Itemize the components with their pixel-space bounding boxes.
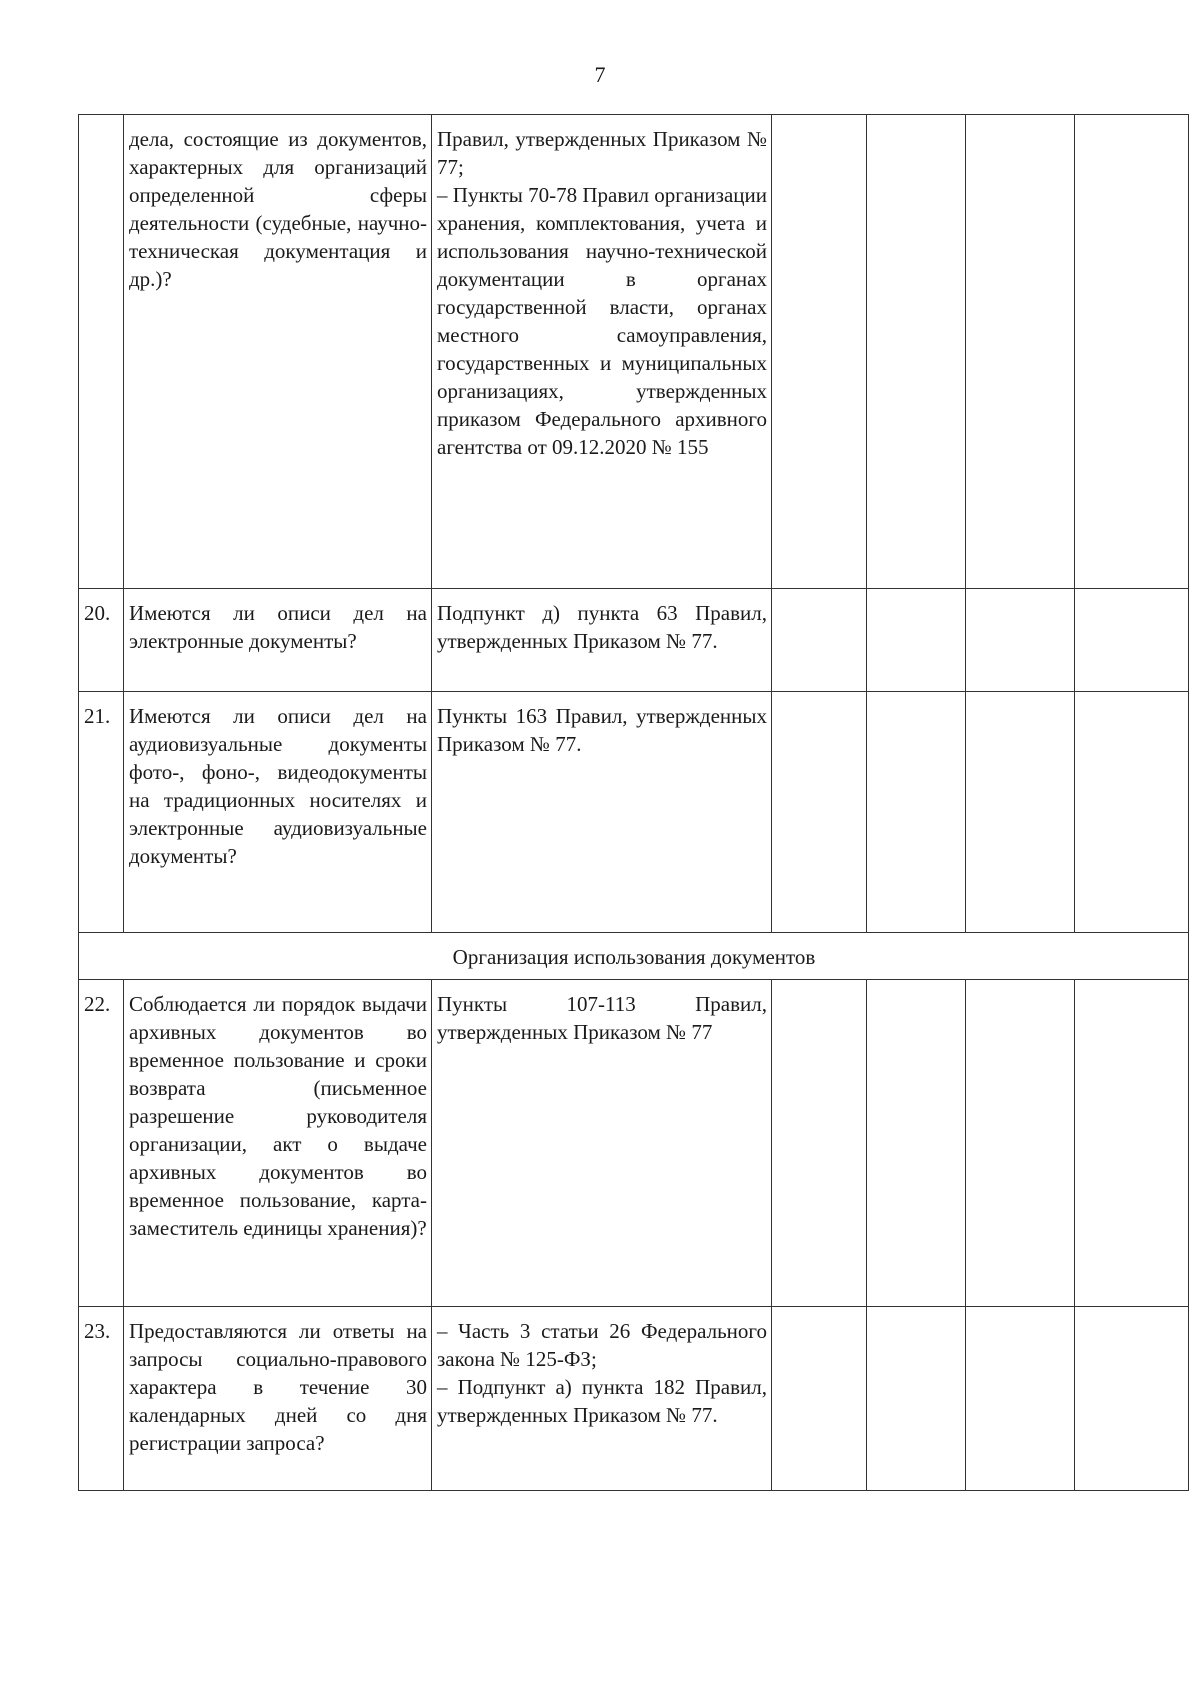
checklist-table [78, 114, 1189, 1491]
table-row [79, 692, 1189, 933]
empty-cell [966, 115, 1075, 589]
page-number: 7 [594, 62, 606, 87]
section-title: Организация использования документов [79, 933, 1189, 980]
reference-cell: Пункты 107-113 Правил, утвержденных Приказом № 77 [432, 980, 772, 1307]
empty-cell [1075, 589, 1189, 692]
reference-cell: Правил, утвержденных Приказом № 77; – Пункты 70-78 Правил организации хранения, комплектования, учета и использования научно-технической документации в органах государственной власти, органах местного самоуправления, государственных и муниципальных организациях, утвержденных приказом Федерального архивного агентства от 09.12.2020 № 155 [432, 115, 772, 589]
empty-cell [772, 692, 867, 933]
empty-cell [966, 980, 1075, 1307]
empty-cell [772, 1307, 867, 1491]
empty-cell [772, 115, 867, 589]
empty-cell [966, 692, 1075, 933]
empty-cell [1075, 1307, 1189, 1491]
row-number: 22. [79, 980, 124, 1307]
empty-cell [1075, 692, 1189, 933]
row-number: 20. [79, 589, 124, 692]
reference-cell: – Часть 3 статьи 26 Федерального закона № 125-ФЗ; – Подпункт а) пункта 182 Правил, утвержденных Приказом № 77. [432, 1307, 772, 1491]
table-row [79, 589, 1189, 692]
empty-cell [966, 589, 1075, 692]
row-number: 23. [79, 1307, 124, 1491]
question-cell: Предоставляются ли ответы на запросы социально-правового характера в течение 30 календарных дней со дня регистрации запроса? [124, 1307, 432, 1491]
empty-cell [772, 980, 867, 1307]
reference-cell: Пункты 163 Правил, утвержденных Приказом № 77. [432, 692, 772, 933]
empty-cell [867, 1307, 966, 1491]
table-row [79, 1307, 1189, 1491]
reference-cell: Подпункт д) пункта 63 Правил, утвержденных Приказом № 77. [432, 589, 772, 692]
empty-cell [867, 115, 966, 589]
empty-cell [1075, 980, 1189, 1307]
table-row [79, 115, 1189, 589]
empty-cell [1075, 115, 1189, 589]
empty-cell [867, 589, 966, 692]
empty-cell [772, 589, 867, 692]
row-number: 21. [79, 692, 124, 933]
empty-cell [867, 980, 966, 1307]
question-cell: Имеются ли описи дел на аудиовизуальные документы фото-, фоно-, видеодокументы на традиционных носителях и электронные аудиовизуальные документы? [124, 692, 432, 933]
row-number [79, 115, 124, 589]
question-cell: Имеются ли описи дел на электронные документы? [124, 589, 432, 692]
empty-cell [966, 1307, 1075, 1491]
question-cell: Соблюдается ли порядок выдачи архивных документов во временное пользование и сроки возврата (письменное разрешение руководителя организации, акт о выдаче архивных документов во временное пользование, карта-заместитель единицы хранения)? [124, 980, 432, 1307]
section-header-row [79, 933, 1189, 980]
question-cell: дела, состоящие из документов, характерных для организаций определенной сферы деятельности (судебные, научно-техническая документация и др.)? [124, 115, 432, 589]
table-row [79, 980, 1189, 1307]
empty-cell [867, 692, 966, 933]
